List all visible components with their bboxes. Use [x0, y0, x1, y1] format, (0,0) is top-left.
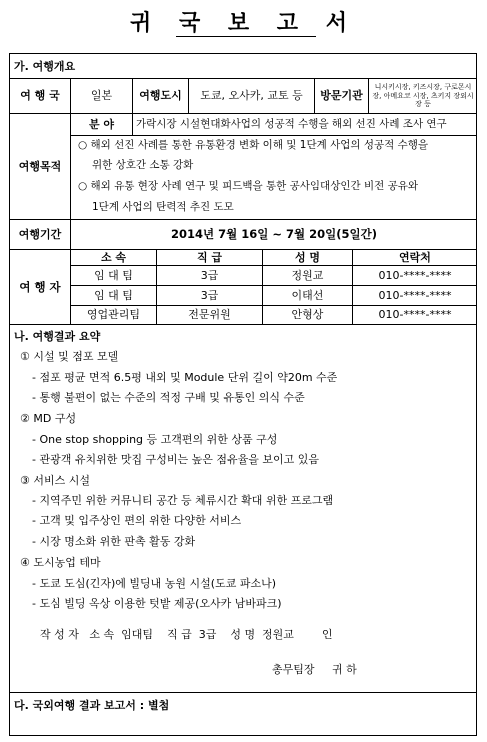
traveler-phone: 010-****-**** [378, 288, 452, 302]
traveler-name: 정원교 [291, 268, 324, 282]
purpose-label: 여행목적 [18, 159, 62, 173]
cities-value: 도쿄, 오사카, 교토 등 [200, 89, 303, 103]
results-item: - One stop shopping 등 고객편의 위한 상품 구성 [32, 433, 278, 446]
results-heading: 나. 여행결과 요약 [14, 330, 101, 343]
rule [9, 692, 477, 693]
results-section-title: ② MD 구성 [20, 412, 77, 425]
travelers-header-phone: 연락처 [399, 250, 431, 264]
purpose-item: ○ 해외 유통 현장 사례 연구 및 피드백을 통한 공사임대상인간 비전 공유와 [78, 180, 419, 192]
rule [368, 78, 369, 113]
title-underline [176, 36, 316, 37]
results-item: - 관광객 유치위한 맛집 구성비는 높은 점유율을 보이고 있음 [32, 453, 319, 466]
traveler-rank: 3급 [200, 288, 219, 302]
results-section-title: ④ 도시농업 테마 [20, 556, 101, 569]
traveler-dept: 임 대 팀 [94, 288, 133, 302]
traveler-phone: 010-****-**** [378, 308, 452, 322]
rule [70, 135, 477, 136]
orgs-label: 방문기관 [320, 89, 363, 103]
results-section-title: ① 시설 및 점포 모델 [20, 350, 119, 363]
document-title: 귀 국 보 고 서 [130, 11, 357, 36]
traveler-rank: 전문위원 [188, 308, 231, 322]
traveler-rank: 3급 [200, 268, 219, 282]
results-item: - 통행 불편이 없는 수준의 적정 구배 및 유통인 의식 수준 [32, 391, 305, 404]
results-item: - 지역주민 위한 커뮤니티 공간 등 체류시간 확대 위한 프로그램 [32, 494, 334, 507]
cities-label: 여행도시 [139, 89, 182, 103]
period-label: 여행기간 [18, 227, 62, 241]
traveler-name: 안형상 [291, 308, 324, 322]
period-value: 2014년 7월 16일 ~ 7월 20일(5일간) [171, 227, 377, 242]
results-section-title: ③ 서비스 시설 [20, 474, 90, 487]
rule [9, 324, 477, 325]
results-item: - 고객 및 입주상인 편의 위한 다양한 서비스 [32, 514, 242, 527]
field-label: 분 야 [88, 117, 115, 131]
orgs-value: 니시키시장, 키즈시장, 구로몬시장, 아메요코 시장, 츠키지 장외시장 등 [372, 83, 474, 109]
traveler-dept: 임 대 팀 [94, 268, 133, 282]
traveler-name: 이태선 [291, 288, 324, 302]
addressee-line: 총무팀장 귀 하 [272, 663, 357, 676]
results-item: - 도심 빌딩 옥상 이용한 텃밭 제공(오사카 남바파크) [32, 597, 282, 610]
results-item: - 도쿄 도심(긴자)에 빌딩내 농원 시설(도쿄 파소나) [32, 577, 277, 590]
traveler-phone: 010-****-**** [378, 268, 452, 282]
attachment-heading: 다. 국외여행 결과 보고서 : 별첨 [14, 699, 170, 712]
travelers-label: 여 행 자 [19, 279, 61, 294]
country-value: 일본 [90, 89, 113, 103]
results-item: - 시장 명소화 위한 판촉 활동 강화 [32, 535, 196, 548]
purpose-item: 위한 상호간 소통 강화 [92, 159, 194, 171]
purpose-item: ○ 해외 선진 사례를 통한 유통환경 변화 이해 및 1단계 사업의 성공적 수행을 [78, 139, 429, 151]
travelers-header-dept: 소 속 [100, 250, 127, 264]
country-label: 여 행 국 [20, 89, 60, 103]
purpose-item: 1단계 사업의 탄력적 추진 도모 [92, 201, 234, 213]
signature-line: 작 성 자 소 속 임대팀 직 급 3급 성 명 정원교 인 [40, 628, 333, 641]
rule [132, 113, 133, 135]
overview-heading: 가. 여행개요 [14, 60, 76, 74]
field-value: 가락시장 시설현대화사업의 성공적 수행을 해외 선진 사례 조사 연구 [136, 117, 447, 130]
traveler-dept: 영업관리팀 [86, 308, 141, 322]
travelers-header-name: 성 명 [294, 250, 321, 264]
results-item: - 점포 평균 면적 6.5평 내외 및 Module 단위 길이 약20m 수준 [32, 371, 338, 384]
travelers-header-rank: 직 급 [196, 250, 223, 264]
